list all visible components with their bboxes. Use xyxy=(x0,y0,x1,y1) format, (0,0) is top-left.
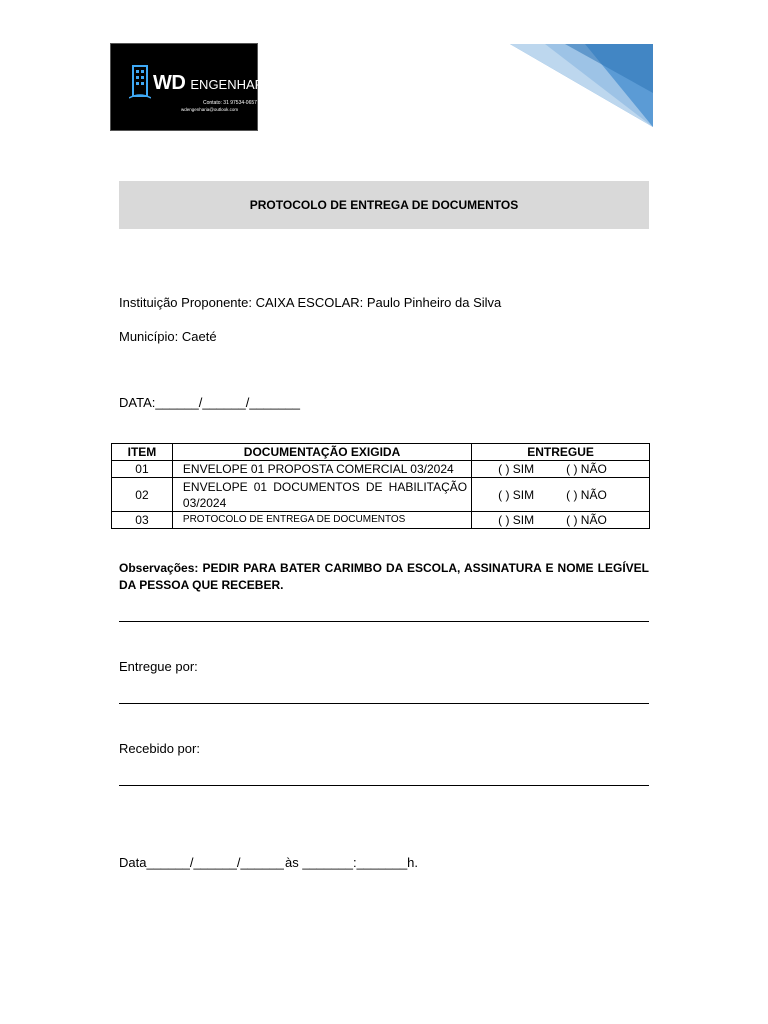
building-icon xyxy=(129,64,151,100)
table-row xyxy=(112,478,650,512)
footer-date: Data______/______/______ xyxy=(119,855,284,870)
delivered-options xyxy=(472,512,650,529)
logo-contact: Contato: 31 97534-0657 xyxy=(203,100,257,106)
table-header-row xyxy=(112,444,650,461)
column-header-delivered: ENTREGUE xyxy=(472,444,650,461)
company-logo xyxy=(110,43,277,131)
observations-text: Observações: PEDIR PARA BATER CARIMBO DA ESCOLA, ASSINATURA E NOME LEGÍVEL DA PESSOA QUE RECEBER. xyxy=(119,561,649,592)
no-checkbox[interactable]: ( ) NÃO xyxy=(566,487,607,502)
logo-brand-name: WD xyxy=(153,72,186,94)
column-header-documentation: DOCUMENTAÇÃO EXIGIDA xyxy=(172,444,471,461)
footer-time: às _______:_______h. xyxy=(285,855,419,870)
document-name: PROTOCOLO DE ENTREGA DE DOCUMENTOS xyxy=(172,512,471,529)
yes-checkbox[interactable]: ( ) SIM xyxy=(498,513,535,527)
table-row xyxy=(112,461,650,478)
yes-checkbox[interactable]: ( ) SIM xyxy=(498,462,535,476)
signature-line xyxy=(119,621,649,622)
delivered-by-label: Entregue por: xyxy=(119,659,198,674)
delivered-options xyxy=(472,461,650,478)
received-by-label: Recebido por: xyxy=(119,741,200,756)
logo-brand-suffix: ENGENHARIA xyxy=(190,77,277,92)
document-name: ENVELOPE 01 PROPOSTA COMERCIAL 03/2024 xyxy=(172,461,471,478)
documents-table xyxy=(111,443,650,529)
column-header-item: ITEM xyxy=(112,444,173,461)
signature-line xyxy=(119,785,649,786)
institution-line: Instituição Proponente: CAIXA ESCOLAR: Paulo Pinheiro da Silva xyxy=(119,295,502,310)
no-checkbox[interactable]: ( ) NÃO xyxy=(566,513,607,527)
signature-line xyxy=(119,703,649,704)
item-number: 03 xyxy=(112,512,173,529)
document-title: PROTOCOLO DE ENTREGA DE DOCUMENTOS xyxy=(119,181,649,229)
corner-decoration xyxy=(505,43,653,127)
document-name: ENVELOPE 01 DOCUMENTOS DE HABILITAÇÃO 03/2024 xyxy=(172,478,471,512)
item-number: 01 xyxy=(112,461,173,478)
logo-brand xyxy=(153,72,276,95)
no-checkbox[interactable]: ( ) NÃO xyxy=(566,462,607,476)
municipality-line: Município: Caeté xyxy=(119,329,217,344)
date-line: DATA:______/______/_______ xyxy=(119,395,300,410)
item-number: 02 xyxy=(112,478,173,512)
logo-email: wdengenharia@outlook.com xyxy=(181,107,239,112)
delivered-options xyxy=(472,478,650,512)
table-row xyxy=(112,512,650,529)
yes-checkbox[interactable]: ( ) SIM xyxy=(498,487,535,502)
